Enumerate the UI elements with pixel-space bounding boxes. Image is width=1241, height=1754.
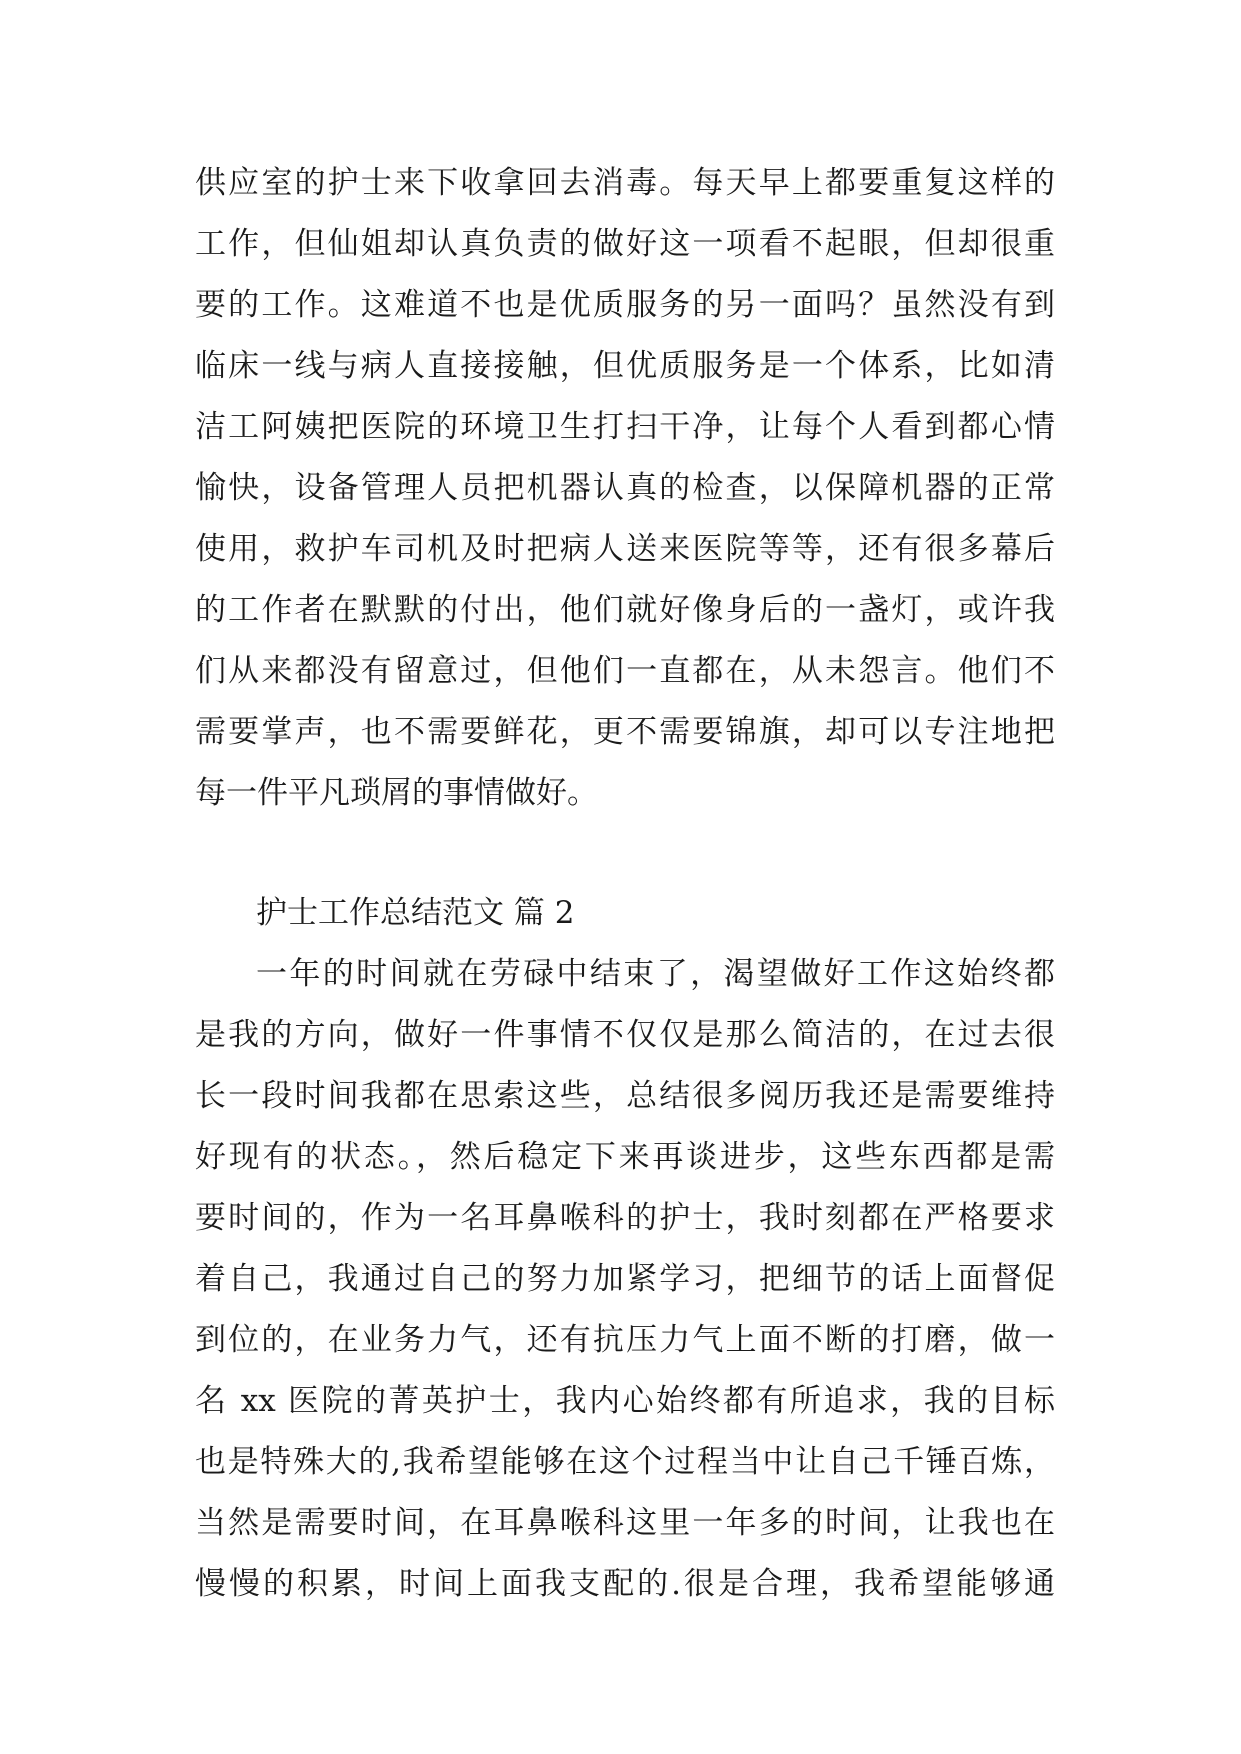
- paragraph-1-line: 愉快，设备管理人员把机器认真的检查，以保障机器的正常: [195, 470, 1055, 506]
- paragraph-2-line: 要时间的，作为一名耳鼻喉科的护士，我时刻都在严格要求: [195, 1200, 1055, 1236]
- paragraph-2-line: 也是特殊大的,我希望能够在这个过程当中让自己千锤百炼，: [195, 1444, 1055, 1480]
- paragraph-2-line: 一年的时间就在劳碌中结束了，渴望做好工作这始终都: [256, 956, 1055, 992]
- paragraph-1-line: 们从来都没有留意过，但他们一直都在，从未怨言。他们不: [195, 653, 1055, 689]
- section-heading: 护士工作总结范文 篇 2: [256, 895, 575, 931]
- paragraph-1-line: 使用，救护车司机及时把病人送来医院等等，还有很多幕后: [195, 531, 1055, 567]
- paragraph-2-line: 当然是需要时间，在耳鼻喉科这里一年多的时间，让我也在: [195, 1505, 1055, 1541]
- paragraph-1-line: 洁工阿姨把医院的环境卫生打扫干净，让每个人看到都心情: [195, 409, 1055, 445]
- paragraph-1-line: 每一件平凡琐屑的事情做好。: [195, 775, 598, 811]
- paragraph-1-line: 临床一线与病人直接接触，但优质服务是一个体系，比如清: [195, 348, 1055, 384]
- paragraph-1-line: 工作，但仙姐却认真负责的做好这一项看不起眼，但却很重: [195, 226, 1055, 262]
- paragraph-2-line: 慢慢的积累，时间上面我支配的.很是合理，我希望能够通: [195, 1566, 1055, 1602]
- paragraph-2-line: 好现有的状态。，然后稳定下来再谈进步，这些东西都是需: [195, 1139, 1055, 1175]
- paragraph-1-line: 供应室的护士来下收拿回去消毒。每天早上都要重复这样的: [195, 165, 1055, 201]
- paragraph-2-line: 到位的，在业务力气，还有抗压力气上面不断的打磨，做一: [195, 1322, 1055, 1358]
- paragraph-2-line: 名 xx 医院的菁英护士，我内心始终都有所追求，我的目标: [195, 1383, 1055, 1419]
- paragraph-2-line: 是我的方向，做好一件事情不仅仅是那么简洁的，在过去很: [195, 1017, 1055, 1053]
- paragraph-1-line: 要的工作。这难道不也是优质服务的另一面吗？虽然没有到: [195, 287, 1055, 323]
- paragraph-2-line: 长一段时间我都在思索这些，总结很多阅历我还是需要维持: [195, 1078, 1055, 1114]
- paragraph-2-line: 着自己，我通过自己的努力加紧学习，把细节的话上面督促: [195, 1261, 1055, 1297]
- paragraph-1-line: 需要掌声，也不需要鲜花，更不需要锦旗，却可以专注地把: [195, 714, 1055, 750]
- paragraph-1-line: 的工作者在默默的付出，他们就好像身后的一盏灯，或许我: [195, 592, 1055, 628]
